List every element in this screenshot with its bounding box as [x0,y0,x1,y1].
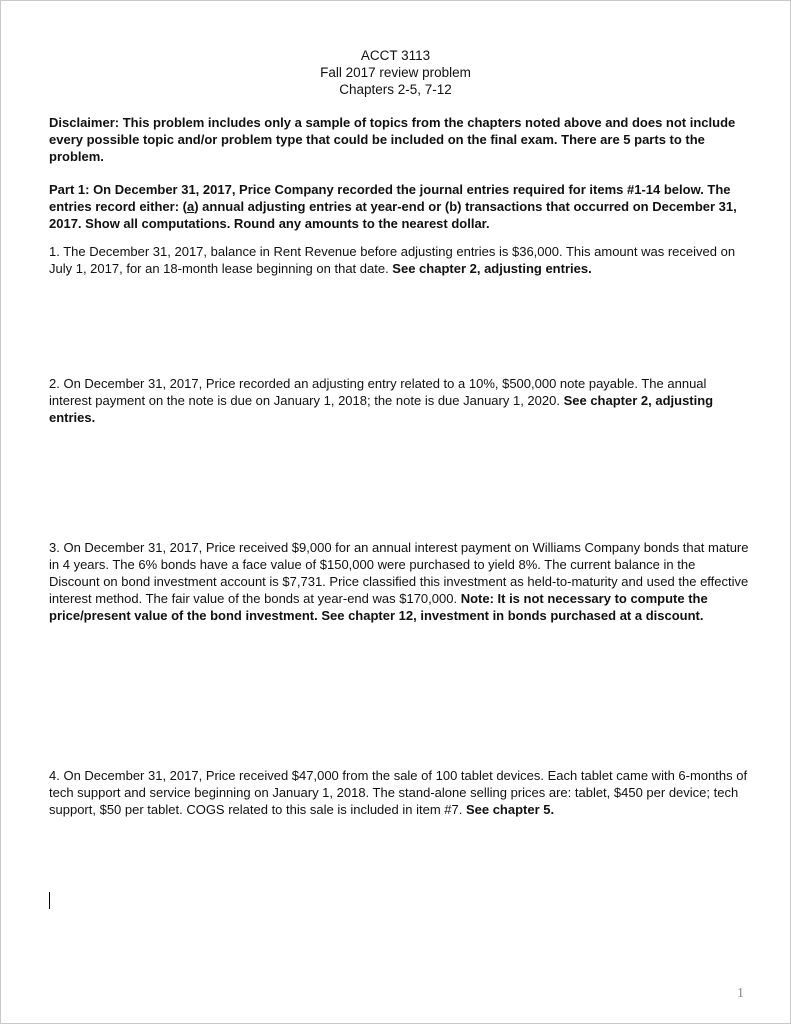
item-2-text: 2. On December 31, 2017, Price recorded an adjusting entry related to a 10%, $500,000 note payable. The annual interest payment on the note is due on January 1, 2018; the note is due January 1, 2020. [49,376,707,408]
item-2-reference: See chapter 2, adjusting entries. [49,393,714,425]
item-1-reference: See chapter 2, adjusting entries. [392,261,592,276]
document-header [1,47,790,98]
item-3-reference: Note: It is not necessary to compute the price/present value of the bond investment. See chapter 12, investment in bonds purchased at a discount. [49,591,708,623]
item-3-text: 3. On December 31, 2017, Price received $9,000 for an annual interest payment on Williams Company bonds that mature in 4 years. The 6% bonds have a face value of $150,000 were purchased to yield 8%. The current balance in the Discount on bond investment account is $7,731. Price classified this investment as held-to-maturity and used the effective interest method. The fair value of the bonds at year-end was $170,000. [49,540,749,606]
item-2 [49,375,749,426]
item-4-reference: See chapter 5. [465,802,555,817]
part1-option-a-letter: a [187,199,195,214]
item-1 [49,243,749,277]
item-3 [49,539,749,624]
part1-intro-a: Part 1: On December 31, 2017, Price Company recorded the journal entries required for items #1-14 below. The entries record either: ( [49,182,731,214]
chapters-label: Chapters 2-5, 7-12 [339,82,452,97]
disclaimer-paragraph: Disclaimer: This problem includes only a sample of topics from the chapters noted above and does not include every possible topic and/or problem type that could be included on the final exam. There are 5 parts to the problem. [49,115,736,164]
part1-intro-b: ) annual adjusting entries at year-end or (b) transactions that occurred on December 31, 2017. Show all computations. Round any amounts to the nearest dollar. [49,199,737,231]
text-cursor[interactable] [49,892,50,909]
course-code: ACCT 3113 [360,48,431,63]
item-1-text: 1. The December 31, 2017, balance in Rent Revenue before adjusting entries is $36,000. This amount was received on July 1, 2017, for an 18-month lease beginning on that date. [49,244,736,276]
page-number: 1 [737,986,744,1001]
part1-instructions [49,181,749,232]
document-title: Fall 2017 review problem [320,65,471,80]
item-4 [49,767,749,818]
item-4-text: 4. On December 31, 2017, Price received $47,000 from the sale of 100 tablet devices. Each tablet came with 6-months of tech support and service beginning on January 1, 2018. The stand-alone selling prices are: tablet, $450 per device; tech support, $50 per tablet. COGS related to this sale is included in item #7. [49,768,748,817]
